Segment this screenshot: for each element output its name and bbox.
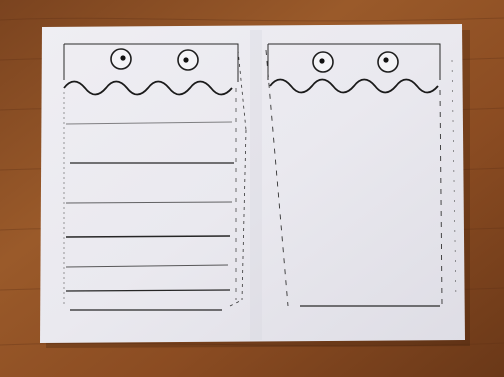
cut-line [66, 236, 230, 237]
paper-fold-shade [250, 30, 262, 340]
left-eye-2-icon [178, 50, 198, 70]
left-eye-1-icon [111, 49, 131, 69]
right-eye-1-icon [313, 52, 333, 72]
right-eye-2-icon [378, 52, 398, 72]
